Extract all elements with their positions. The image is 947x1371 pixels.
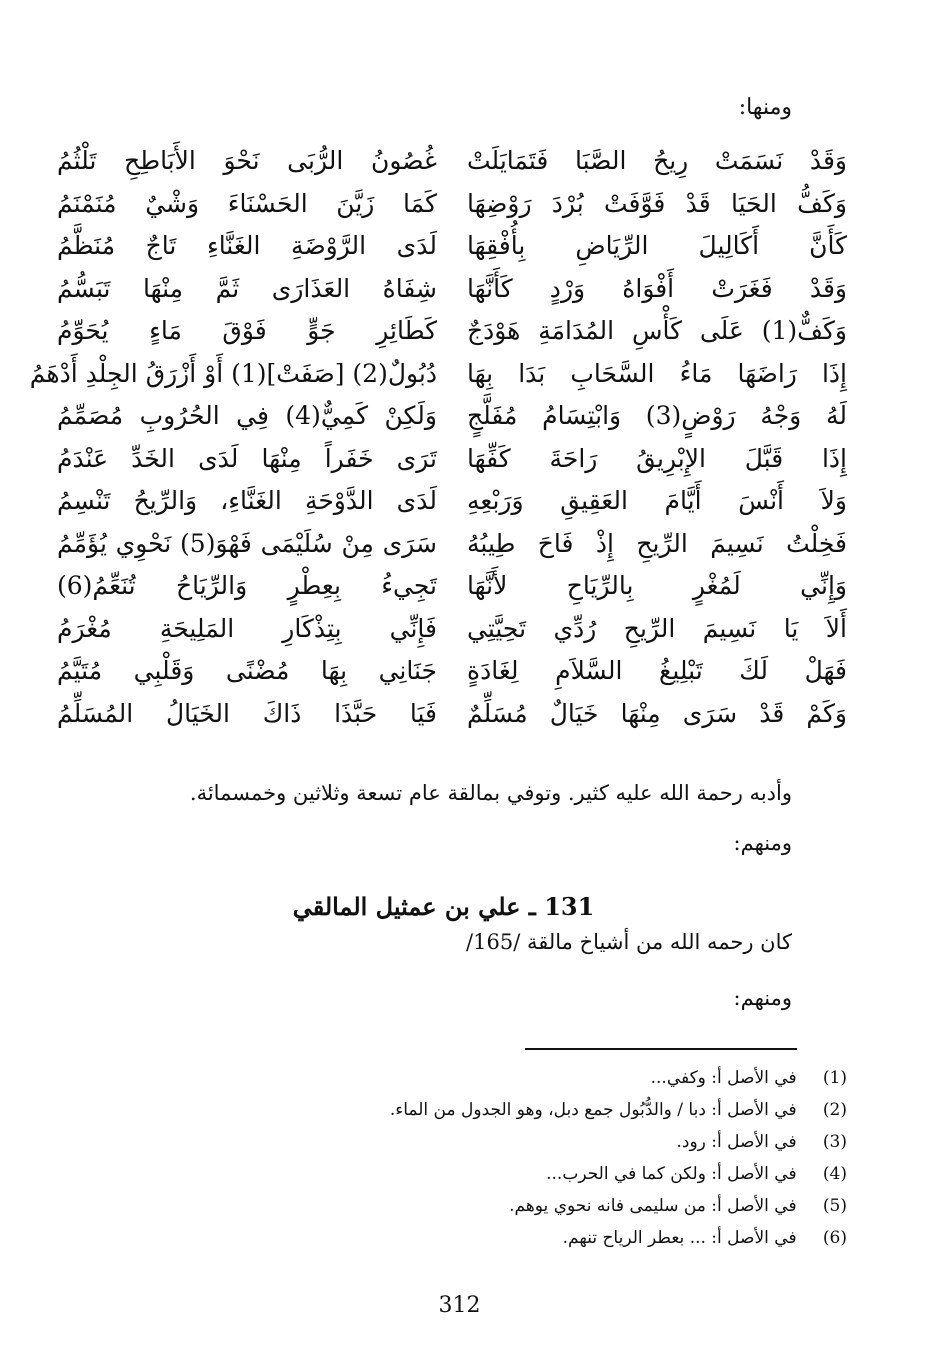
verse-right: وَقَدْ نَسَمَتْ رِيحُ الصَّبَا فَتَمَايَلَتْ [467,146,847,175]
footnote [147,1094,847,1126]
verse-right: وَكَمْ قَدْ سَرَى مِنْهَا خَيَالٌ مُسَلِّمٌ [467,698,847,728]
verse-left: لَدَى الرَّوْضَةِ الغَنَّاءِ تَاجٌ مُنَظَّمُ [57,231,437,260]
verse-right: وَكَفٌّ(1) عَلَى كَأْسِ المُدَامَةِ هَوْدَجٌ [467,316,847,345]
footnotes [147,1062,847,1254]
footnote [147,1222,847,1254]
verse-left: تَجِيءُ بِعِطْرٍ وَالرِّيَاحُ تُنَعِّمُ(6) [57,571,437,600]
footnote-text: في الأصل أ: ولكن كما في الحرب... [546,1164,797,1184]
footnote-number: (5) [822,1196,847,1216]
footnote [147,1126,847,1158]
footnote [147,1062,847,1094]
verse-left: كَطَائِرِ جَوٍّ فَوْقَ مَاءٍ يُحَوِّمُ [57,316,437,345]
verse-right: وَقَدْ فَغَرَتْ أَفْوَاهُ وَرْدٍ كَأَنَّهَا [467,273,847,303]
section-title-text: 131 ـ علي بن عمثيل المالقي [292,892,595,921]
intro-label: ومنها: [738,95,792,120]
among-them-label: ومنهم: [733,831,792,855]
verse-left: وَلَكِنْ كَمِيٌّ(4) فِي الحُرُوبِ مُصَمِّمُ [57,401,438,430]
section-title [0,890,947,924]
verse-left: تَرَى خَفَراً مِنْهَا لَدَى الخَدِّ عَنْدَمُ [57,443,437,473]
footnote-text: في الأصل أ: من سليمى فانه نحوي يوهم. [509,1196,797,1216]
footnote [147,1158,847,1190]
footnote-text: في الأصل أ: دبا / والدُّبُول جمع دبل، وهو الجدول من الماء. [389,1100,797,1120]
verse-right: وَلاَ أَنْسَ أَيَّامَ العَقِيقِ وَرَبْعِهِ [467,486,847,515]
verse-right: فَهَلْ لَكَ تَبْلِيغُ السَّلاَمِ لِغَادَةٍ [467,656,847,685]
footnote-number: (2) [822,1100,847,1120]
verse-left: فَإِنِّي بِتِذْكَارِ المَلِيحَةِ مُغْرَمُ [57,613,437,643]
verse-left: دُبُولٌ(2) [صَفَتْ](1) أَوْ أَزْرَقُ الجِلْدِ أَدْهَمُ [29,358,437,388]
verse-right: فَخِلْتُ نَسِيمَ الرِّيحِ إِذْ فَاحَ طِيبُهُ [467,528,847,558]
verse-right: إِذَا قَبَّلَ الإِبْرِيقُ رَاحَةَ كَفِّهَا [467,443,847,473]
verse-left: سَرَى مِنْ سُلَيْمَى فَهْوَ(5) نَحْوِي يُؤَمِّمُ [57,528,437,558]
footnote-number: (6) [822,1228,847,1248]
verse-right: إِذَا رَاضَهَا مَاءُ السَّحَابِ بَدَا بِهَا [467,358,847,388]
verse-right: لَهُ وَجْهُ رَوْضٍ(3) وَابْتِسَامُ مُفَلَّجٍ [467,401,847,430]
footnote-number: (3) [822,1132,847,1152]
poem-left-column [29,140,438,735]
footnote [147,1190,847,1222]
verse-left: شِفَاهُ العَذَارَى ثَمَّ مِنْهَا تَبَسُّمُ [57,273,437,303]
verse-left: لَدَى الدَّوْحَةِ الغَنَّاءِ، وَالرِّيحُ تَنْسِمُ [57,486,437,515]
verse-right: وَإِنِّي لَمُغْرٍ بِالرِّيَاحِ لأَنَّهَا [467,571,847,600]
poem-right-column [467,140,847,735]
footnote-text: في الأصل أ: وكفي... [650,1068,797,1088]
after-poem-text: وأدبه رحمة الله عليه كثير. وتوفي بمالقة عام تسعة وثلاثين وخمسمائة. [189,781,792,805]
footnote-text: في الأصل أ: رود. [676,1132,797,1152]
footnote-rule [525,1048,797,1050]
page-number-text: 312 [438,1293,481,1318]
among-them-label: ومنهم: [733,986,792,1010]
verse-left: كَمَا زَيَّنَ الحَسْنَاءَ وَشْيٌ مُنَمْنَمُ [57,188,437,218]
verse-left: غُصُونُ الرُّبَى نَحْوَ الأَبَاطِحِ تَلْثُمُ [57,146,437,175]
footnote-number: (4) [822,1164,847,1184]
footnote-number: (1) [822,1068,847,1088]
footnote-text: في الأصل أ: ... بعطر الرياح تنهم. [562,1228,797,1248]
verse-right: أَلاَ يَا نَسِيمَ الرِّيحِ رُدِّي تَحِيَّتِي [467,613,847,643]
verse-left: فَيَا حَبَّذَا ذَاكَ الخَيَالُ المُسَلِّمُ [57,698,437,728]
bio-line: كان رحمه الله من أشياخ مالقة /165/ [466,930,792,954]
verse-right: وَكَفُّ الحَيَا قَدْ فَوَّفَتْ بُرْدَ رَوْضِهَا [467,188,847,218]
verse-left: جَنَانِي بِهَا مُضْنًى وَقَلْبِي مُتَيَّمُ [57,656,437,685]
verse-right: كَأَنَّ أَكَالِيلَ الرِّيَاضِ بِأُفْقِهَا [467,231,847,260]
page-number [0,1292,947,1320]
